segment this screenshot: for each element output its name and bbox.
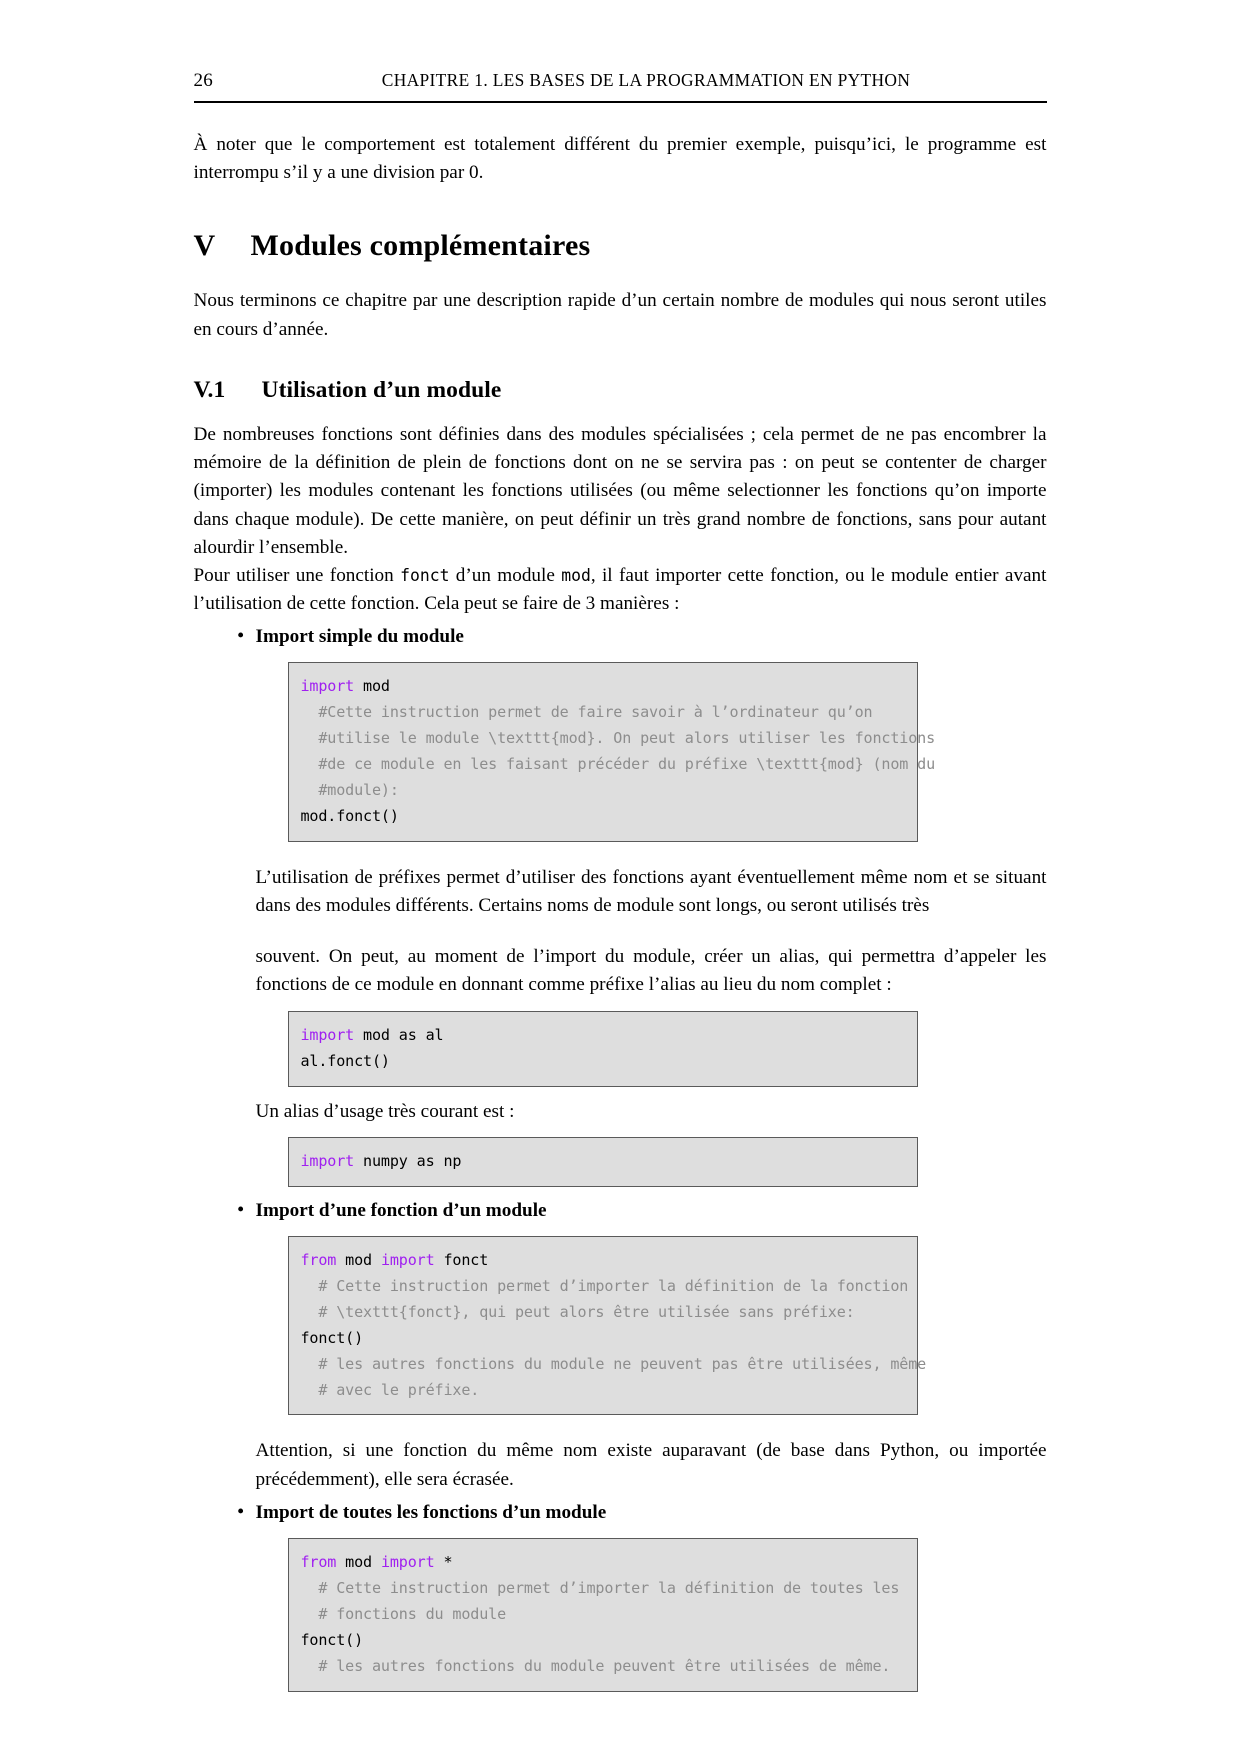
code-keyword: import xyxy=(380,1250,435,1269)
code-line xyxy=(289,726,936,752)
code-comment: #utilise le module \texttt{mod}. On peut alors utiliser les fonctions xyxy=(300,729,936,748)
code-text: fonct() xyxy=(300,1328,364,1347)
code-line xyxy=(289,1654,917,1680)
code-comment: # les autres fonctions du module ne peuvent pas être utilisées, même xyxy=(300,1354,927,1373)
inline-code-fonct: fonct xyxy=(400,565,450,585)
code-text: al.fonct() xyxy=(300,1051,390,1070)
code-text: fonct() xyxy=(300,1631,364,1650)
prefix-explanation-1: L’utilisation de préfixes permet d’utiliser des fonctions ayant éventuellement même nom et se situant dans des modules différents. Certains noms de module sont longs, ou seront utilisés très xyxy=(255,867,1047,917)
code-text: mod xyxy=(336,1553,381,1572)
section-title: Modules complémentaires xyxy=(250,229,591,263)
section-number: V xyxy=(193,229,216,263)
code-line xyxy=(289,1149,917,1175)
code-comment: # fonctions du module xyxy=(300,1605,507,1624)
prefix-explanation-2: souvent. On peut, au moment de l’import du module, créer un alias, qui permettra d’appeler les fonctions de ce module en donnant comme préfixe l’alias au lieu du nom complet : xyxy=(255,945,1047,996)
bullet-dot-icon: • xyxy=(237,625,244,646)
code-line xyxy=(289,1550,917,1576)
bullet-import-simple xyxy=(194,624,1047,651)
code-line xyxy=(289,1628,917,1654)
code-comment: # les autres fonctions du module peuvent être utilisées de même. xyxy=(300,1656,891,1675)
code-block-import-numpy xyxy=(288,1137,918,1187)
code-line xyxy=(289,700,917,726)
code-line xyxy=(289,1602,917,1628)
alias-common-text: Un alias d’usage très courant est : xyxy=(255,1100,515,1122)
code-line xyxy=(289,752,936,778)
code-text: * xyxy=(434,1553,453,1572)
code-keyword: import xyxy=(300,1151,355,1170)
code-keyword: import xyxy=(300,677,355,696)
code-line xyxy=(289,1352,927,1378)
bullet-label: Import de toutes les fonctions d’un module xyxy=(255,1502,607,1524)
code-line xyxy=(289,1378,917,1404)
bullet-import-function xyxy=(194,1198,1047,1225)
code-block-import-simple xyxy=(288,662,936,842)
code-text: numpy as np xyxy=(354,1151,462,1170)
code-keyword: from xyxy=(300,1553,337,1572)
code-line xyxy=(289,1326,917,1352)
running-header xyxy=(194,70,1047,103)
subsection-title: Utilisation d’un module xyxy=(261,376,502,403)
code-text: mod as al xyxy=(354,1025,444,1044)
para2-text-b: d’un module xyxy=(449,564,562,586)
code-comment: # \texttt{fonct}, qui peut alors être utilisée sans préfixe: xyxy=(300,1302,855,1321)
subsection-paragraph-1: De nombreuses fonctions sont définies dans des modules spécialisées ; cela permet de ne pas encombrer la mémoire de la définition de plein de fonctions dont on ne se servira pas : on peut se contenter de charger (importer) les modules contenant les fonctions utilisées (ou même selectionner les fonctions qu’on importe dans chaque module). De cette manière, on peut définir un très grand nombre de fonctions, sans pour autant alourdir l’ensemble. xyxy=(193,423,1047,558)
attention-text: Attention, si une fonction du même nom existe auparavant (de base dans Python, ou importée précédemment), elle sera écrasée. xyxy=(255,1440,1047,1490)
code-line xyxy=(289,1023,917,1049)
code-comment: #Cette instruction permet de faire savoir à l’ordinateur qu’on xyxy=(300,703,873,722)
code-text: fonct xyxy=(434,1250,489,1269)
para2-text-c: , il faut importer cette fonction, ou le module entier avant l’utilisation de cette fonction. Cela peut se faire de 3 manières : xyxy=(193,564,1047,615)
code-line xyxy=(289,1274,917,1300)
subsection-number: V.1 xyxy=(193,376,226,403)
code-comment: #module): xyxy=(300,781,399,800)
inline-code-mod: mod xyxy=(561,565,591,585)
code-keyword: import xyxy=(380,1553,435,1572)
code-comment: # Cette instruction permet d’importer la définition de la fonction xyxy=(300,1276,909,1295)
bullet-import-all xyxy=(194,1500,1047,1527)
code-line xyxy=(289,674,917,700)
section-paragraph: Nous terminons ce chapitre par une description rapide d’un certain nombre de modules qui nous seront utiles en cours d’année. xyxy=(193,290,1047,340)
subsection-paragraph-2 xyxy=(194,562,1047,618)
subsection-heading xyxy=(194,377,1047,404)
code-block-from-import-star xyxy=(288,1538,918,1692)
para2-text-a: Pour utiliser une fonction xyxy=(193,564,401,586)
code-text: mod xyxy=(354,677,390,696)
page-content xyxy=(194,70,1047,1692)
code-comment: # avec le préfixe. xyxy=(300,1380,480,1399)
bullet-label: Import simple du module xyxy=(255,626,464,648)
code-block-import-alias xyxy=(288,1011,918,1087)
code-text: mod.fonct() xyxy=(300,807,399,826)
code-comment: # Cette instruction permet d’importer la définition de toutes les xyxy=(300,1579,900,1598)
chapter-title: CHAPITRE 1. LES BASES DE LA PROGRAMMATION EN PYTHON xyxy=(381,70,911,90)
bullet-dot-icon: • xyxy=(237,1501,244,1522)
code-line xyxy=(289,1300,917,1326)
page-number: 26 xyxy=(193,70,213,91)
code-block-from-import-fonct xyxy=(288,1236,927,1416)
code-line xyxy=(289,778,917,804)
code-line xyxy=(289,804,917,830)
bullet-dot-icon: • xyxy=(237,1198,244,1219)
code-keyword: import xyxy=(300,1025,355,1044)
code-line xyxy=(289,1576,917,1602)
code-comment: #de ce module en les faisant précéder du préfixe \texttt{mod} (nom du xyxy=(300,755,936,774)
bullet-label: Import d’une fonction d’un module xyxy=(255,1199,547,1221)
code-keyword: from xyxy=(300,1250,337,1269)
code-line xyxy=(289,1248,917,1274)
intro-paragraph: À noter que le comportement est totalement différent du premier exemple, puisqu’ici, le programme est interrompu s’il y a une division par 0. xyxy=(193,134,1047,184)
code-line xyxy=(289,1049,917,1075)
code-text: mod xyxy=(336,1250,381,1269)
section-heading xyxy=(194,229,1047,263)
